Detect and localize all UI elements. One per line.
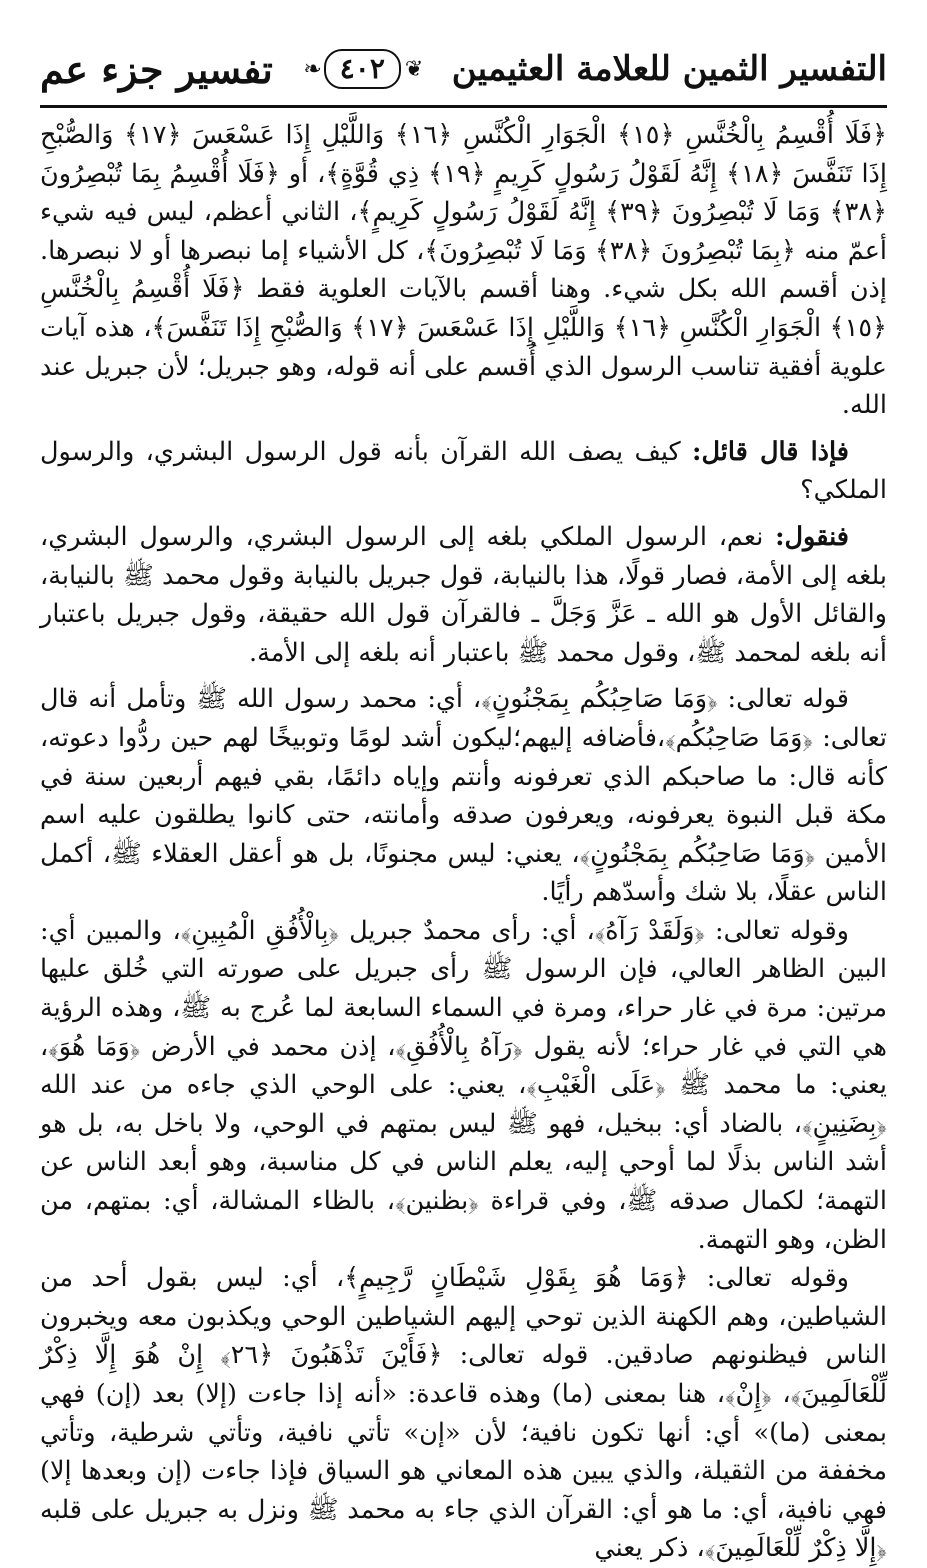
paragraph-text: وقوله تعالى: ﴿وَلَقَدْ رَآهُ﴾، أي: رأى محمدٌ جبريل ﴿بِالْأُفُقِ الْمُبِينِ﴾، والمبين أي: البين الظاهر العالي، فإن الرسول ﷺ رأى جبريل على صورته التي خُلق عليها مرتين: مرة في غار حراء، ومرة في السماء السابعة لما عُرج به ﷺ، وهذه الرؤية هي التي في غار حراء؛ لأنه يقول ﴿رَآهُ بِالْأُفُقِ﴾، إذن محمد في الأرض ﴿وَمَا هُوَ﴾، يعني: ما محمد ﷺ ﴿عَلَى الْغَيْبِ﴾، يعني: على الوحي الذي جاءه من عند الله ﴿بِضَنِينٍ﴾، بالضاد أي: ببخيل، فهو ﷺ ليس بمتهم في الوحي، ولا باخل به، بل هو أشد الناس بذلًا لما أوحي إليه، يعلم الناس في كل مناسبة، وهو أبعد الناس عن التهمة؛ لكمال صدقه ﷺ، وفي قراءة ﴿بظنين﴾، بالظاء المشالة، أي: بمتهم، من الظن، وهو التهمة. [40, 915, 887, 1255]
ornament-icon: ❧ [303, 56, 320, 82]
header-divider [40, 105, 887, 108]
book-title: التفسير الثمين للعلامة العثيمين [451, 49, 887, 89]
page-number: ٤٠٢ [324, 49, 401, 89]
ornament-icon: ❦ [404, 56, 422, 82]
paragraph [40, 116, 887, 425]
paragraph-text: قوله تعالى: ﴿وَمَا صَاحِبُكُم بِمَجْنُونٍ﴾، أي: محمد رسول الله ﷺ وتأمل أنه قال تعالى: ﴿وَمَا صَاحِبُكُم﴾،فأضافه إليهم؛ليكون أشد لومًا وتوبيخًا لهم حين ردُّوا دعوته، كأنه قال: ما صاحبكم الذي تعرفونه وأنتم وإياه دائمًا، بقي فيهم أربعين سنة في مكة قبل النبوة يعرفونه، ويعرفون صدقه وأمانته، حتى كانوا يطلقون عليه اسم الأمين ﴿وَمَا صَاحِبُكُم بِمَجْنُونٍ﴾، يعني: ليس مجنونًا، بل هو أعقل العقلاء ﷺ، أكمل الناس عقلًا، بلا شك وأسدّهم رأيًا. [40, 684, 887, 908]
paragraph [40, 680, 887, 912]
page-number-badge [303, 49, 421, 89]
paragraph [40, 433, 887, 510]
paragraph-lead: فنقول: [775, 521, 849, 552]
paragraph-text: نعم، الرسول الملكي بلغه إلى الرسول البشري، والرسول البشري، بلغه إلى الأمة، فصار قولًا، هذا بالنيابة، قول جبريل بالنيابة وقول محمد ﷺ بالنيابة، والقائل الأول هو الله ـ عَزَّ وَجَلَّ ـ فالقرآن قول الله حقيقة، وقول جبريل باعتبار أنه بلغه لمحمد ﷺ، وقول محمد ﷺ باعتبار أنه بلغه إلى الأمة. [40, 521, 887, 668]
paragraph-lead: فإذا قال قائل: [692, 436, 849, 467]
paragraph [40, 912, 887, 1259]
paragraph-text: وقوله تعالى: ﴿وَمَا هُوَ بِقَوْلِ شَيْطَانٍ رَّجِيمٍ﴾، أي: ليس بقول أحد من الشياطين، وهم الكهنة الذين توحي إليهم الشياطين الوحي ويكذبون معه ويخبرون الناس فيظنونهم صادقين. قوله تعالى: ﴿فَأَيْنَ تَذْهَبُونَ ﴿٢٦﴾ إِنْ هُوَ إِلَّا ذِكْرٌ لِّلْعَالَمِينَ﴾، ﴿إِنْ﴾، هنا بمعنى (ما) وهذه قاعدة: «أنه إذا جاءت (إلا) بعد (إن) فهي بمعنى (ما)» أي: أنها تكون نافية؛ لأن «إن» تأتي نافية، وتأتي شرطية، وتأتي مخففة من الثقيلة، والذي يبين هذه المعاني هو السياق فإذا جاءت (إن وبعدها إلا) فهي نافية، أي: ما هو أي: القرآن الذي جاء به محمد ﷺ ونزل به جبريل على قلبه ﴿إِلَّا ذِكْرٌ لِّلْعَالَمِينَ﴾، ذكر يعني [40, 1263, 887, 1564]
paragraph-text: كيف يصف الله القرآن بأنه قول الرسول البشري، والرسول الملكي؟ [40, 436, 887, 506]
paragraph [40, 518, 887, 672]
page-body [40, 116, 887, 1568]
paragraph [40, 1259, 887, 1568]
part-title: تفسير جزء عم [40, 46, 273, 92]
page-header [40, 28, 887, 110]
paragraph-text: ﴿فَلَا أُقْسِمُ بِالْخُنَّسِ ﴿١٥﴾ الْجَوَارِ الْكُنَّسِ ﴿١٦﴾ وَاللَّيْلِ إِذَا عَسْعَسَ ﴿١٧﴾ وَالصُّبْحِ إِذَا تَنَفَّسَ ﴿١٨﴾ إِنَّهُ لَقَوْلُ رَسُولٍ كَرِيمٍ ﴿١٩﴾ ذِي قُوَّةٍ﴾، أو ﴿فَلَا أُقْسِمُ بِمَا تُبْصِرُونَ ﴿٣٨﴾ وَمَا لَا تُبْصِرُونَ ﴿٣٩﴾ إِنَّهُ لَقَوْلُ رَسُولٍ كَرِيمٍ﴾، الثاني أعظم، ليس فيه شيء أعمّ منه ﴿بِمَا تُبْصِرُونَ ﴿٣٨﴾ وَمَا لَا تُبْصِرُونَ﴾، كل الأشياء إما نبصرها أو لا نبصرها. إذن أقسم الله بكل شيء. وهنا أقسم بالآيات العلوية فقط ﴿فَلَا أُقْسِمُ بِالْخُنَّسِ ﴿١٥﴾ الْجَوَارِ الْكُنَّسِ ﴿١٦﴾ وَاللَّيْلِ إِذَا عَسْعَسَ ﴿١٧﴾ وَالصُّبْحِ إِذَا تَنَفَّسَ﴾، هذه آيات علوية أفقية تناسب الرسول الذي أُقسم على أنه قوله، وهو جبريل؛ لأن جبريل عند الله. [40, 120, 887, 421]
